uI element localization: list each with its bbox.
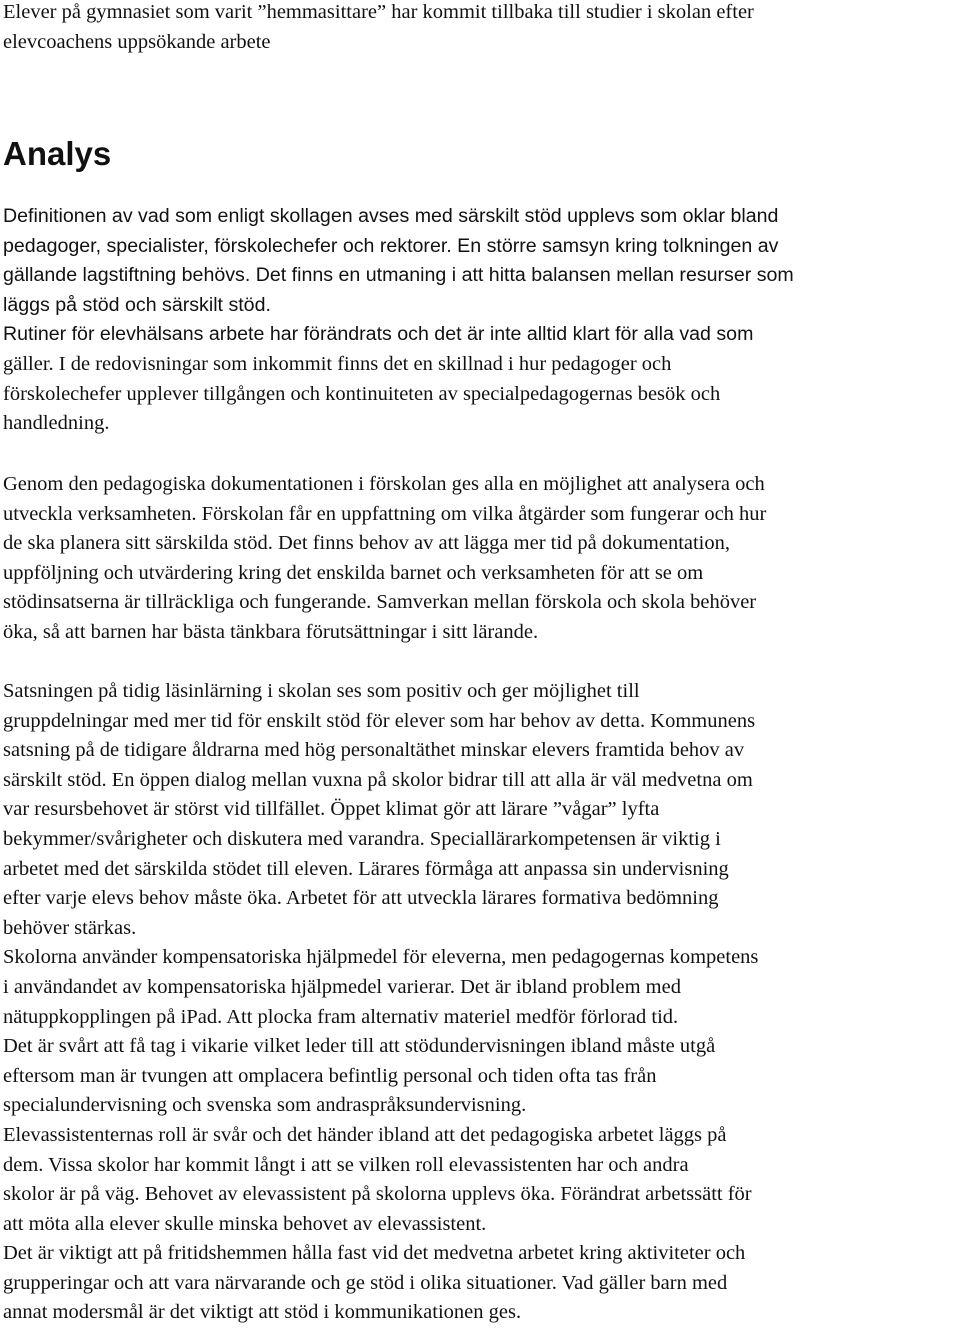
text-line: nätuppkopplingen på iPad. Att plocka fram alternativ materiel medför förlorad tid. — [3, 1005, 679, 1028]
text-line: specialundervisning och svenska som andraspråksundervisning. — [3, 1094, 527, 1117]
text-line: öka, så att barnen har bästa tänkbara förutsättningar i sitt lärande. — [3, 620, 539, 643]
text-line: bekymmer/svårigheter och diskutera med varandra. Speciallärarkompetensen är viktig i — [3, 827, 721, 850]
text-line: Det är viktigt att på fritidshemmen hålla fast vid det medvetna arbetet kring aktiviteter och — [3, 1242, 746, 1265]
definition-paragraph — [3, 202, 958, 439]
text-line: elevcoachens uppsökande arbete — [3, 30, 271, 53]
text-line: de ska planera sitt särskilda stöd. Det finns behov av att lägga mer tid på dokumentation, — [3, 532, 730, 555]
text-line: behöver stärkas. — [3, 916, 137, 939]
text-line: eftersom man är tvungen att omplacera befintlig personal och tiden ofta tas från — [3, 1064, 657, 1087]
forskola-paragraph — [3, 470, 958, 648]
text-line: uppföljning och utvärdering kring det enskilda barnet och verksamheten för att se om — [3, 561, 704, 584]
text-line: skolor är på väg. Behovet av elevassistent på skolorna upplevs öka. Förändrat arbetssätt för — [3, 1183, 752, 1206]
text-line: var resursbehovet är störst vid tillfället. Öppet klimat gör att lärare ”vågar” lyfta — [3, 798, 660, 821]
text-line: Elevassistenternas roll är svår och det händer ibland att det pedagogiska arbetet läggs på — [3, 1123, 727, 1146]
text-line: satsning på de tidigare åldrarna med hög personaltäthet minskar elevers framtida behov av — [3, 739, 745, 762]
intro-paragraph — [3, 0, 958, 57]
text-line: Definitionen av vad som enligt skollagen avses med särskilt stöd upplevs som oklar bland — [3, 205, 779, 227]
skola-paragraph — [3, 677, 958, 1328]
text-line: förskolechefer upplever tillgången och kontinuiteten av specialpedagogernas besök och — [3, 382, 721, 405]
text-line: utveckla verksamheten. Förskolan får en uppfattning om vilka åtgärder som fungerar och hur — [3, 502, 767, 525]
text-line: gruppdelningar med mer tid för enskilt stöd för elever som har behov av detta. Kommunens — [3, 709, 756, 732]
text-line: särskilt stöd. En öppen dialog mellan vuxna på skolor bidrar till att alla är väl medvetna om — [3, 768, 753, 791]
text-line: Elever på gymnasiet som varit ”hemmasittare” har kommit tillbaka till studier i skolan efter — [3, 1, 754, 23]
text-line: att möta alla elever skulle minska behovet av elevassistent. — [3, 1212, 487, 1235]
text-line: Rutiner för elevhälsans arbete har förändrats och det är inte alltid klart för alla vad som — [3, 323, 754, 346]
text-line: handledning. — [3, 412, 110, 435]
text-line: läggs på stöd och särskilt stöd. — [3, 293, 271, 316]
text-line: Genom den pedagogiska dokumentationen i förskolan ges alla en möjlighet att analysera och — [3, 473, 765, 495]
text-line: efter varje elevs behov måste öka. Arbetet för att utveckla lärares formativa bedömning — [3, 887, 719, 910]
text-line: pedagoger, specialister, förskolechefer och rektorer. En större samsyn kring tolkningen av — [3, 234, 779, 257]
text-line: grupperingar och att vara närvarande och ge stöd i olika situationer. Vad gäller barn med — [3, 1271, 728, 1294]
text-line: i användandet av kompensatoriska hjälpmedel varierar. Det är ibland problem med — [3, 975, 681, 998]
text-line: Det är svårt att få tag i vikarie vilket leder till att stödundervisningen ibland måste utgå — [3, 1035, 716, 1058]
text-line: gäller. I de redovisningar som inkommit finns det en skillnad i hur pedagoger och — [3, 352, 672, 375]
text-line: gällande lagstiftning behövs. Det finns en utmaning i att hitta balansen mellan resurser som — [3, 264, 794, 287]
text-line: stödinsatserna är tillräckliga och fungerande. Samverkan mellan förskola och skola behöver — [3, 591, 757, 614]
text-line: Satsningen på tidig läsinlärning i skolan ses som positiv och ger möjlighet till — [3, 680, 640, 702]
section-heading: Analys — [3, 135, 112, 172]
text-line: dem. Vissa skolor har kommit långt i att se vilken roll elevassistenten har och andra — [3, 1153, 689, 1176]
text-line: arbetet med det särskilda stödet till eleven. Lärares förmåga att anpassa sin undervisning — [3, 857, 729, 880]
text-line: Skolorna använder kompensatoriska hjälpmedel för eleverna, men pedagogernas kompetens — [3, 946, 759, 969]
text-line: annat modersmål är det viktigt att stöd i kommunikationen ges. — [3, 1301, 522, 1324]
